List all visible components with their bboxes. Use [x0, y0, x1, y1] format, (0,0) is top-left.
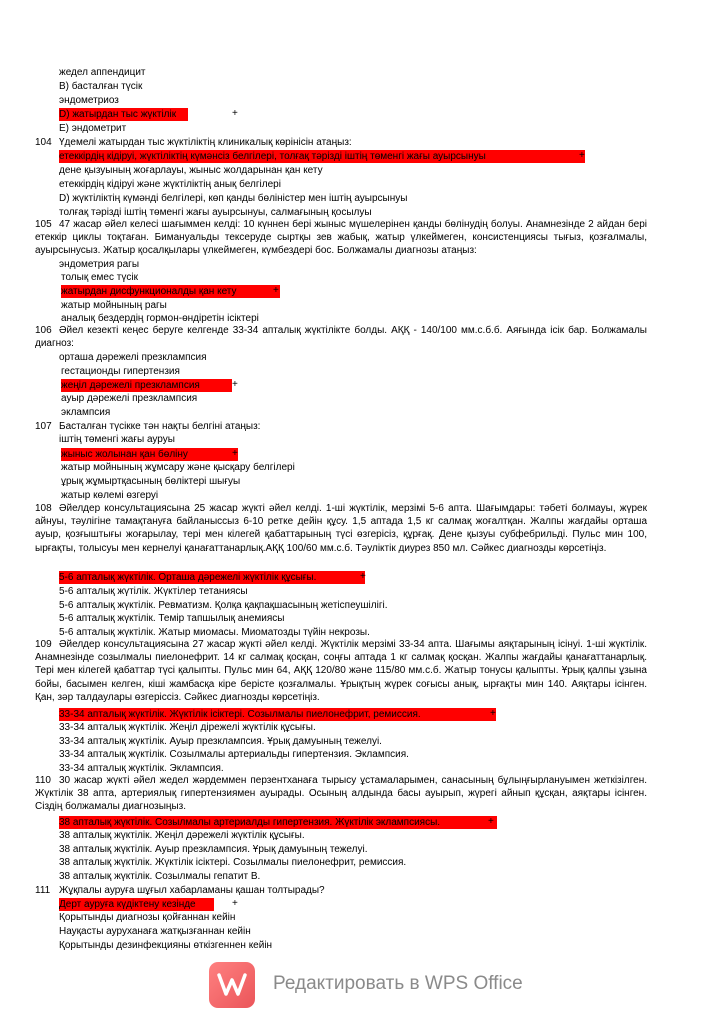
option: іштің төменгі жағы ауруы [59, 434, 175, 445]
question-number: 107 [35, 421, 52, 432]
question-109 [35, 638, 647, 704]
question-number: 109 [35, 639, 52, 650]
option: 33-34 апталық жүктілік. Жеңіл дірежелі жүктілік құсығы. [59, 722, 316, 733]
option: 38 апталық жүктілік. Жүктілік ісіктері. Созылмалы пиелонефрит, ремиссия. [59, 857, 407, 868]
option: Қорытынды диагнозы қойғаннан кейін [59, 912, 236, 923]
correct-option: 38 апталық жүктілік. Созылмалы артериалды гипертензия. Жүктілік эклампсиясы. [59, 816, 497, 829]
correct-option: 33-34 апталық жүктілік. Жүктілік ісіктері. Созылмалы пиелонефрит, ремиссия. [59, 708, 496, 721]
correct-option: 5-6 апталық жүктілік. Орташа дәрежелі жүктілік құсығы. [59, 571, 365, 584]
correct-mark: + [232, 108, 238, 119]
question-107 [35, 420, 260, 433]
question-108 [35, 502, 647, 555]
question-number: 108 [35, 503, 52, 514]
option: толғақ тәрізді іштің төменгі жағы ауырсынуы, салмағының қосылуы [59, 207, 372, 218]
question-110 [35, 774, 647, 814]
correct-option: етеккірдің кідіруі, жүктіліктің күмәнсіз белгілері, толғақ тәрізді іштің төменгі жағы ауырсынуы [59, 150, 585, 163]
option: эндометриоз [59, 95, 119, 106]
option: етеккірдің кідіруі және жүктіліктің анық белгілері [59, 179, 281, 190]
option: Қорытынды дезинфекцияны өткізгеннен кейін [59, 940, 273, 951]
question-text: Басталған түсікке тән нақты белгіні атаңыз: [59, 421, 261, 432]
question-104 [35, 136, 352, 149]
option: жатыр мойнының жұмсару және қысқару белгілері [61, 462, 295, 473]
correct-option: D) жатырдан тыс жүктілік [59, 108, 188, 121]
correct-mark: + [273, 285, 279, 296]
question-number: 106 [35, 325, 52, 336]
option: жедел аппендицит [59, 67, 146, 78]
question-text: 30 жасар жүкті әйел жедел жәрдеммен перзентханаға тырысу ұстамаларымен, санасының бұлыңғырлануымен жеткізілген. Жүктілік 38 апта, артериялық гипертензиямен ауырады. Осының алдында басы ауырып, жүрегі айнып құсқан, аяқтары ісінген. Сіздің болжамалы диагнозыңыз. [35, 775, 647, 813]
option: аналық бездердің гормон-өндіретін ісіктері [61, 313, 259, 324]
question-text: 47 жасар әйел келесі шағыммен келді: 10 күннен бері жыныс мүшелерінен қанды бөлінудің болуы. Анамнезінде 2 айдан бері етеккір циклы тоқтаған. Бимануальды тексеруде сыртқы зев жабық, жатыр үлкеймеген, консистенциясы тығыз, қозғалмалы, ауырсынусыз. Жатыр қосалқылары үлкеймеген, күмбездері бос. Болжамалы диагнозы атаңыз: [35, 219, 647, 257]
option: 33-34 апталық жүктілік. Эклампсия. [59, 763, 224, 774]
option: 38 апталық жүктілік. Жеңіл дәрежелі жүктілік құсығы. [59, 830, 305, 841]
correct-mark: + [360, 571, 366, 582]
option: эндометрия рагы [59, 259, 140, 270]
option: 5-6 апталық жүктілік. Жатыр миомасы. Миоматозды түйін некрозы. [59, 627, 370, 638]
option: 5-6 апталық жүктілік. Темір тапшылық анемиясы [59, 613, 285, 624]
correct-option: жеңіл дәрежелі презклампсия [61, 379, 232, 392]
correct-mark: + [232, 898, 238, 909]
question-text: Жұқпалы ауруға шұғыл хабарламаны қашан толтырады? [59, 885, 325, 896]
option: 38 апталық жүктілік. Созылмалы гепатит В. [59, 871, 261, 882]
edit-in-wps-label: Редактировать в WPS Office [273, 973, 523, 994]
question-number: 105 [35, 219, 52, 230]
option: 5-6 апталық жүтілік. Жүктілер тетаниясы [59, 586, 248, 597]
option: 5-6 апталық жүктілік. Ревматизм. Қолқа қақпақшасының жетіспеушілігі. [59, 600, 388, 611]
option: В) басталған түсік [59, 81, 143, 92]
question-text: Үдемелі жатырдан тыс жүктіліктің клиникалық көрінісін атаңыз: [59, 137, 352, 148]
option: ауыр дәрежелі презклампсия [61, 393, 198, 404]
question-text: Әйелдер консультациясына 27 жасар жүкті әйел келді. Жүктілік мерзімі 33-34 апта. Шағымы аяқтарының ісінуі. 1-ші жүктілік. Анамнезінде созылмалы пиелонефрит. 14 кг салмақ қосқан, соңғы аптада 1 кг салмақ қосқан. Жалпы жағдайы қанағаттанарлық. Тері мен кілегей қабаттар түсі қалыпты. Пульс мин 64, АҚҚ 120/80 және 115/80 мм.с.б. Жатыр тонусы қалыпты. Ұрық қалпы ұзына бойы, басымен келген, кіші жамбасқа кіре берісте қозғалмалы. Ұрықтың жүрек соғысы анық, ырғақты мин 140. Аяқтары ісінген. Қан, зәр талдаулары өзгеріссіз. Сәйкес диагнозды көрсетіңіз. [35, 639, 647, 703]
option: D) жүктіліктің күмәнді белгілері, көп қанды бөліністер мен іштің ауырсынуы [59, 193, 408, 204]
correct-mark: + [579, 150, 585, 161]
option: Науқасты ауруханаға жатқызғаннан кейін [59, 926, 251, 937]
wps-logo-icon [209, 962, 255, 1008]
correct-mark: + [488, 816, 494, 827]
question-text: Әйелдер консультациясына 25 жасар жүкті әйел келді. 1-ші жүктілік, мерзімі 5-6 апта. Шағымдары: тәбеті болмауы, жүрек айнуы, тәулігіне тамақтануға байланыссыз 6-10 ретке дейін құсу. 1,5 аптада 1,5 кг салмақ жоғалтқан. Жалпы жағдайы орташа ауыр, қозғыштығы жоғарылау, тері мен кілегей қабаттарының түсі өзгерісіз, құрғақ. Дене қызуы субфебрильді. Пульс мин 100, ырғақты, толысуы мен кернелуі қанағаттанарлық.АҚҚ 100/60 мм.с.б. Тәуліктік диурез 850 мл. Сәйкес диагнозды көрсетіңіз. [35, 503, 647, 554]
question-111 [35, 884, 325, 897]
option: 33-34 апталық жүктілік. Созылмалы артериальды гипертензия. Эклампсия. [59, 749, 409, 760]
option: орташа дәрежелі презклампсия [59, 352, 207, 363]
option: 33-34 апталық жүктілік. Ауыр презклампсия. Ұрық дамуының тежелуі. [59, 736, 382, 747]
correct-option: жыныс жолынан қан бөліну [61, 448, 238, 461]
question-number: 110 [35, 775, 51, 786]
correct-mark: + [232, 448, 238, 459]
option: ұрық жұмыртқасының бөліктері шығуы [61, 476, 241, 487]
question-number: 104 [35, 137, 52, 148]
correct-mark: + [232, 379, 238, 390]
correct-option: Дерт ауруға күдіктену кезінде [59, 898, 214, 911]
question-106 [35, 324, 647, 350]
option: эклампсия [61, 407, 111, 418]
option: жатыр мойнының рагы [61, 300, 167, 311]
option: гестационды гипертензия [61, 366, 180, 377]
option: жатыр көлемі өзгеруі [61, 490, 159, 501]
correct-mark: + [490, 708, 496, 719]
question-text: Әйел кезекті кеңес беруге келгенде 33-34 апталық жүктілікте болды. АҚҚ - 140/100 мм.с.б.б. Аяғында ісік бар. Болжамалы диагноз: [35, 325, 647, 350]
option: Е) эндометрит [59, 123, 127, 134]
question-number: 111 [35, 885, 51, 896]
question-105 [35, 218, 647, 258]
option: толық емес түсік [61, 272, 138, 283]
option: дене қызуының жоғарлауы, жыныс жолдарынан қан кету [59, 165, 323, 176]
option: 38 апталық жүктілік. Ауыр презклампсия. Ұрық дамуының тежелуі. [59, 844, 368, 855]
correct-option: жатырдан дисфункционалды қан кету [61, 285, 280, 298]
